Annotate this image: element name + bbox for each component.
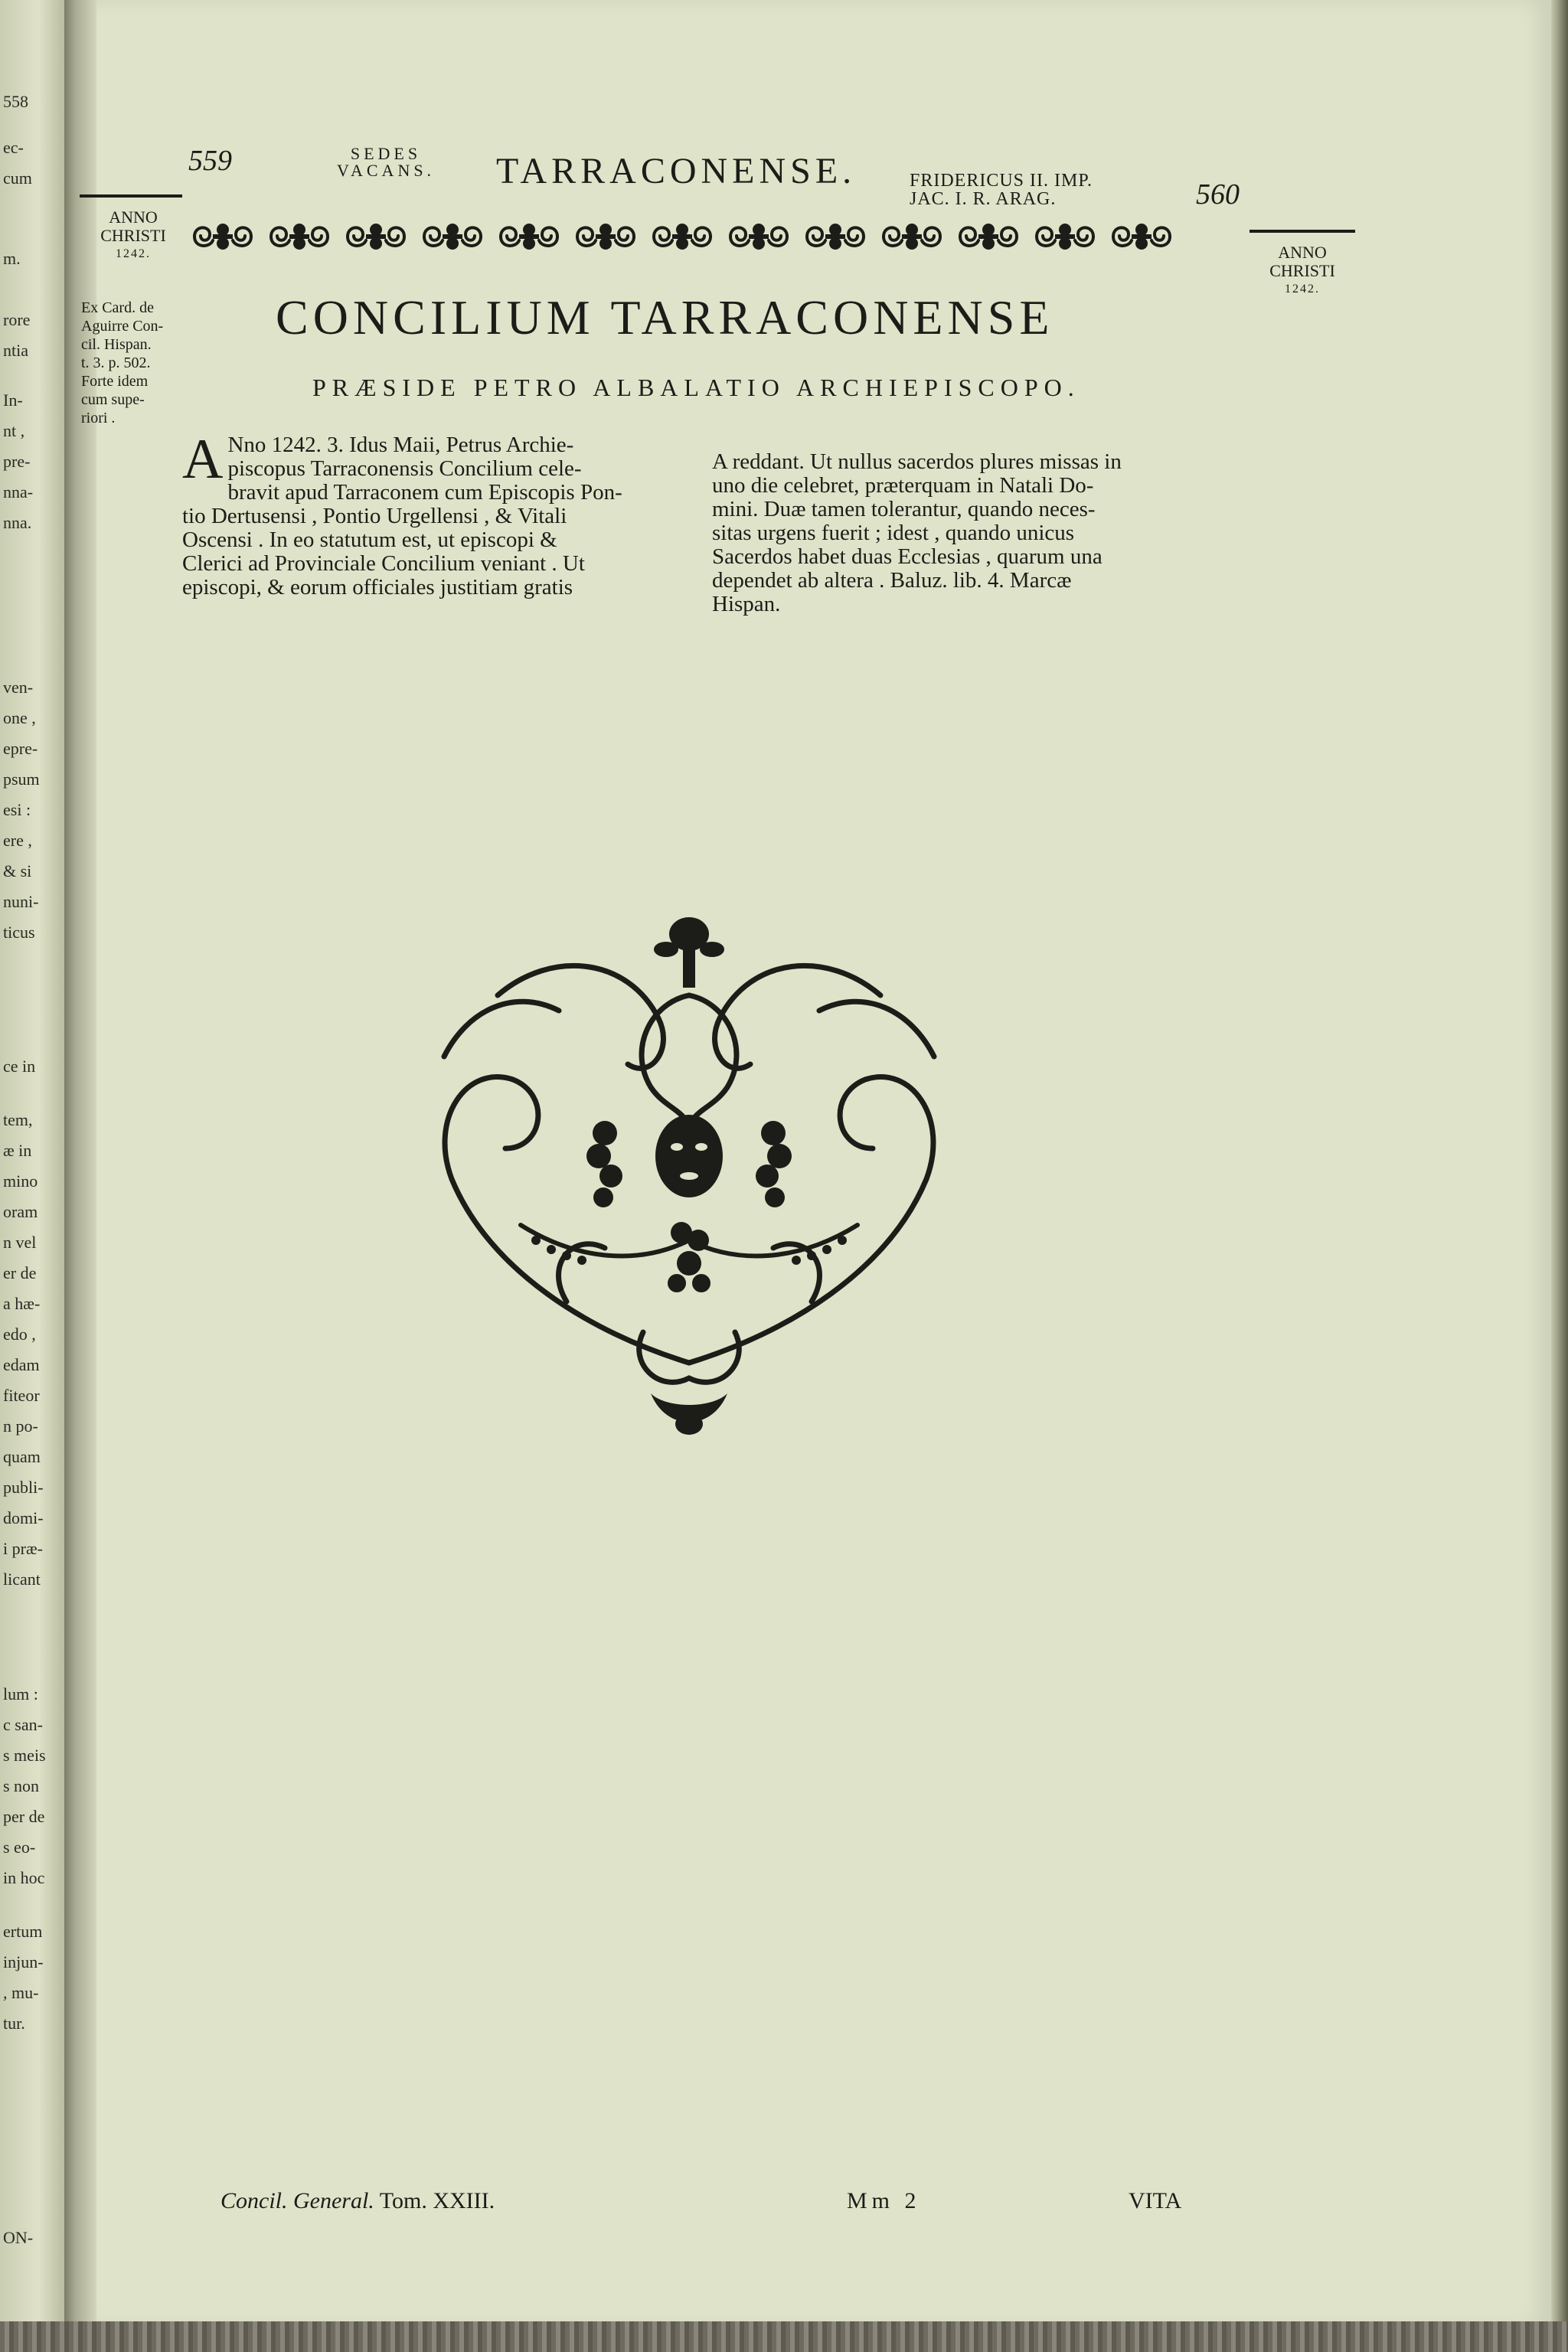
page-number-left: 559 — [188, 145, 232, 177]
footer-volume: Tom. XXIII. — [379, 2188, 495, 2213]
chapter-subtitle: PRÆSIDE PETRO ALBALATIO ARCHIEPISCOPO. — [312, 374, 1080, 401]
text-column-left — [182, 428, 703, 599]
previous-page-line: tur. — [3, 2014, 25, 2033]
text-line: uno die celebret, præterquam in Natali Do- — [712, 473, 1094, 498]
drop-capital: A — [182, 428, 224, 491]
previous-page-line: fiteor — [3, 1386, 40, 1405]
fleuron-icon — [496, 219, 562, 254]
text-line: sitas urgens fuerit ; idest , quando unicus — [712, 521, 1075, 545]
text-line: episcopi, & eorum officiales justitiam gratis — [182, 575, 573, 599]
christi-label: CHRISTI — [100, 226, 166, 245]
ruler-line-2: JAC. I. R. ARAG. — [910, 189, 1057, 209]
previous-page-line: æ in — [3, 1141, 32, 1160]
sidenote-line: cil. Hispan. — [81, 336, 152, 353]
sedes-line-1: SEDES — [350, 144, 422, 163]
previous-page-line: m. — [3, 249, 21, 268]
running-title: TARRACONENSE. — [496, 151, 857, 191]
previous-page-line: s eo- — [3, 1838, 36, 1857]
previous-page-line: ticus — [3, 923, 35, 942]
previous-page-line: ven- — [3, 678, 34, 697]
previous-page-line: licant — [3, 1570, 41, 1589]
previous-page-line: s non — [3, 1776, 40, 1795]
previous-page-line: epre- — [3, 739, 38, 758]
sidenote-line: riori . — [81, 410, 116, 426]
footer-signature — [220, 2188, 495, 2214]
fleuron-icon — [343, 219, 409, 254]
previous-page-line: oram — [3, 1202, 38, 1221]
previous-page-line: nt , — [3, 421, 25, 440]
footer-signature-mark: Mm 2 — [847, 2188, 921, 2213]
text-line: piscopus Tarraconensis Concilium cele- — [227, 456, 582, 481]
previous-page-line: pre- — [3, 452, 31, 471]
previous-page-line: ertum — [3, 1922, 43, 1941]
previous-page-line: nna- — [3, 482, 34, 501]
previous-page-line: ec- — [3, 138, 24, 157]
previous-page-line: er de — [3, 1263, 37, 1282]
previous-page-line: one , — [3, 708, 36, 727]
previous-page-line: mino — [3, 1171, 38, 1191]
anno-label: ANNO — [109, 207, 158, 227]
text-line: A reddant. Ut nullus sacerdos plures missas in — [712, 449, 1122, 474]
page-number-right: 560 — [1196, 178, 1240, 211]
ruler-note — [910, 172, 1093, 208]
previous-page-line: n vel — [3, 1233, 37, 1252]
text-column-right — [712, 450, 1248, 616]
previous-page-line: nna. — [3, 513, 32, 532]
sedes-line-2: VACANS. — [336, 161, 436, 180]
previous-page-line: edam — [3, 1355, 40, 1374]
fleuron-icon — [266, 219, 332, 254]
sidenote-line: Aguirre Con- — [81, 318, 164, 335]
previous-page-line: nuni- — [3, 892, 39, 911]
previous-page-line: psum — [3, 769, 40, 789]
sidenote-line: Forte idem — [81, 373, 149, 390]
text-line: mini. Duæ tamen tolerantur, quando neces- — [712, 497, 1096, 521]
table-surface — [0, 2321, 1568, 2352]
previous-page-line: ON- — [3, 2228, 34, 2247]
previous-page-line: n po- — [3, 1416, 38, 1436]
ornament-vignette-icon — [398, 903, 980, 1439]
text-line: Clerici ad Provinciale Concilium veniant . Ut — [182, 551, 585, 576]
previous-page-line: ce in — [3, 1057, 36, 1076]
page-edge — [1551, 0, 1568, 2352]
ruler-line-1: FRIDERICUS II. IMP. — [910, 171, 1093, 191]
fleuron-icon — [649, 219, 715, 254]
text-line: Nno 1242. 3. Idus Maii, Petrus Archie- — [227, 433, 574, 457]
previous-page-line: c san- — [3, 1715, 43, 1734]
fleuron-icon — [879, 219, 945, 254]
anno-label: ANNO — [1278, 243, 1327, 262]
fleuron-icon — [420, 219, 485, 254]
previous-page-line: 558 — [3, 92, 28, 111]
previous-page-line: & si — [3, 861, 32, 880]
previous-page-line: edo , — [3, 1325, 36, 1344]
previous-page-line: in hoc — [3, 1868, 45, 1887]
fleuron-icon — [726, 219, 792, 254]
anno-year: 1242. — [116, 247, 151, 260]
previous-page-line: ere , — [3, 831, 32, 850]
footer-catchword: VITA — [1129, 2188, 1182, 2213]
chapter-title: CONCILIUM TARRACONENSE — [276, 290, 1054, 345]
fleuron-icon — [190, 219, 256, 254]
previous-page-line: In- — [3, 390, 23, 410]
previous-page-strip — [0, 0, 64, 2352]
sedes-vacans — [317, 145, 455, 179]
previous-page-line: , mu- — [3, 1983, 39, 2002]
previous-page-line: i præ- — [3, 1539, 43, 1558]
text-line: tio Dertusensi , Pontio Urgellensi , & Vitali — [182, 504, 567, 528]
anno-christi-right — [1251, 243, 1354, 299]
fleuron-icon — [956, 219, 1021, 254]
previous-page-line: tem, — [3, 1110, 33, 1129]
previous-page-line: esi : — [3, 800, 31, 819]
fleuron-icon — [1109, 219, 1174, 254]
previous-page-line: per de — [3, 1807, 45, 1826]
fleuron-icon — [573, 219, 639, 254]
sidenote-line: Ex Card. de — [81, 299, 154, 316]
previous-page-line: s meis — [3, 1746, 46, 1765]
fleuron-icon — [802, 219, 868, 254]
previous-page-line: lum : — [3, 1684, 38, 1704]
sidenote-line: cum supe- — [81, 391, 145, 408]
previous-page-line: rore — [3, 310, 31, 329]
margin-sidenote — [81, 299, 188, 427]
anno-year: 1242. — [1285, 283, 1320, 296]
previous-page-line: domi- — [3, 1508, 44, 1527]
text-line: Oscensi . In eo statutum est, ut episcopi & — [182, 528, 557, 552]
christi-label: CHRISTI — [1269, 261, 1335, 280]
previous-page-line: publi- — [3, 1478, 44, 1497]
text-line: Hispan. — [712, 592, 781, 616]
sidenote-line: t. 3. p. 502. — [81, 354, 151, 371]
previous-page-line: a hæ- — [3, 1294, 41, 1313]
previous-page-line: injun- — [3, 1952, 44, 1971]
header-rule-right — [1250, 230, 1355, 233]
previous-page-line: quam — [3, 1447, 41, 1466]
text-line: bravit apud Tarraconem cum Episcopis Pon- — [227, 480, 622, 505]
header-rule-left — [80, 194, 182, 198]
anno-christi-left — [86, 208, 181, 263]
previous-page-line: ntia — [3, 341, 28, 360]
previous-page-line: cum — [3, 168, 32, 188]
fleuron-icon — [1032, 219, 1098, 254]
ornamental-band — [190, 219, 1246, 254]
text-line: dependet ab altera . Baluz. lib. 4. Marcæ — [712, 568, 1072, 593]
footer-series-title: Concil. General. — [220, 2188, 374, 2213]
text-line: Sacerdos habet duas Ecclesias , quarum una — [712, 544, 1102, 569]
